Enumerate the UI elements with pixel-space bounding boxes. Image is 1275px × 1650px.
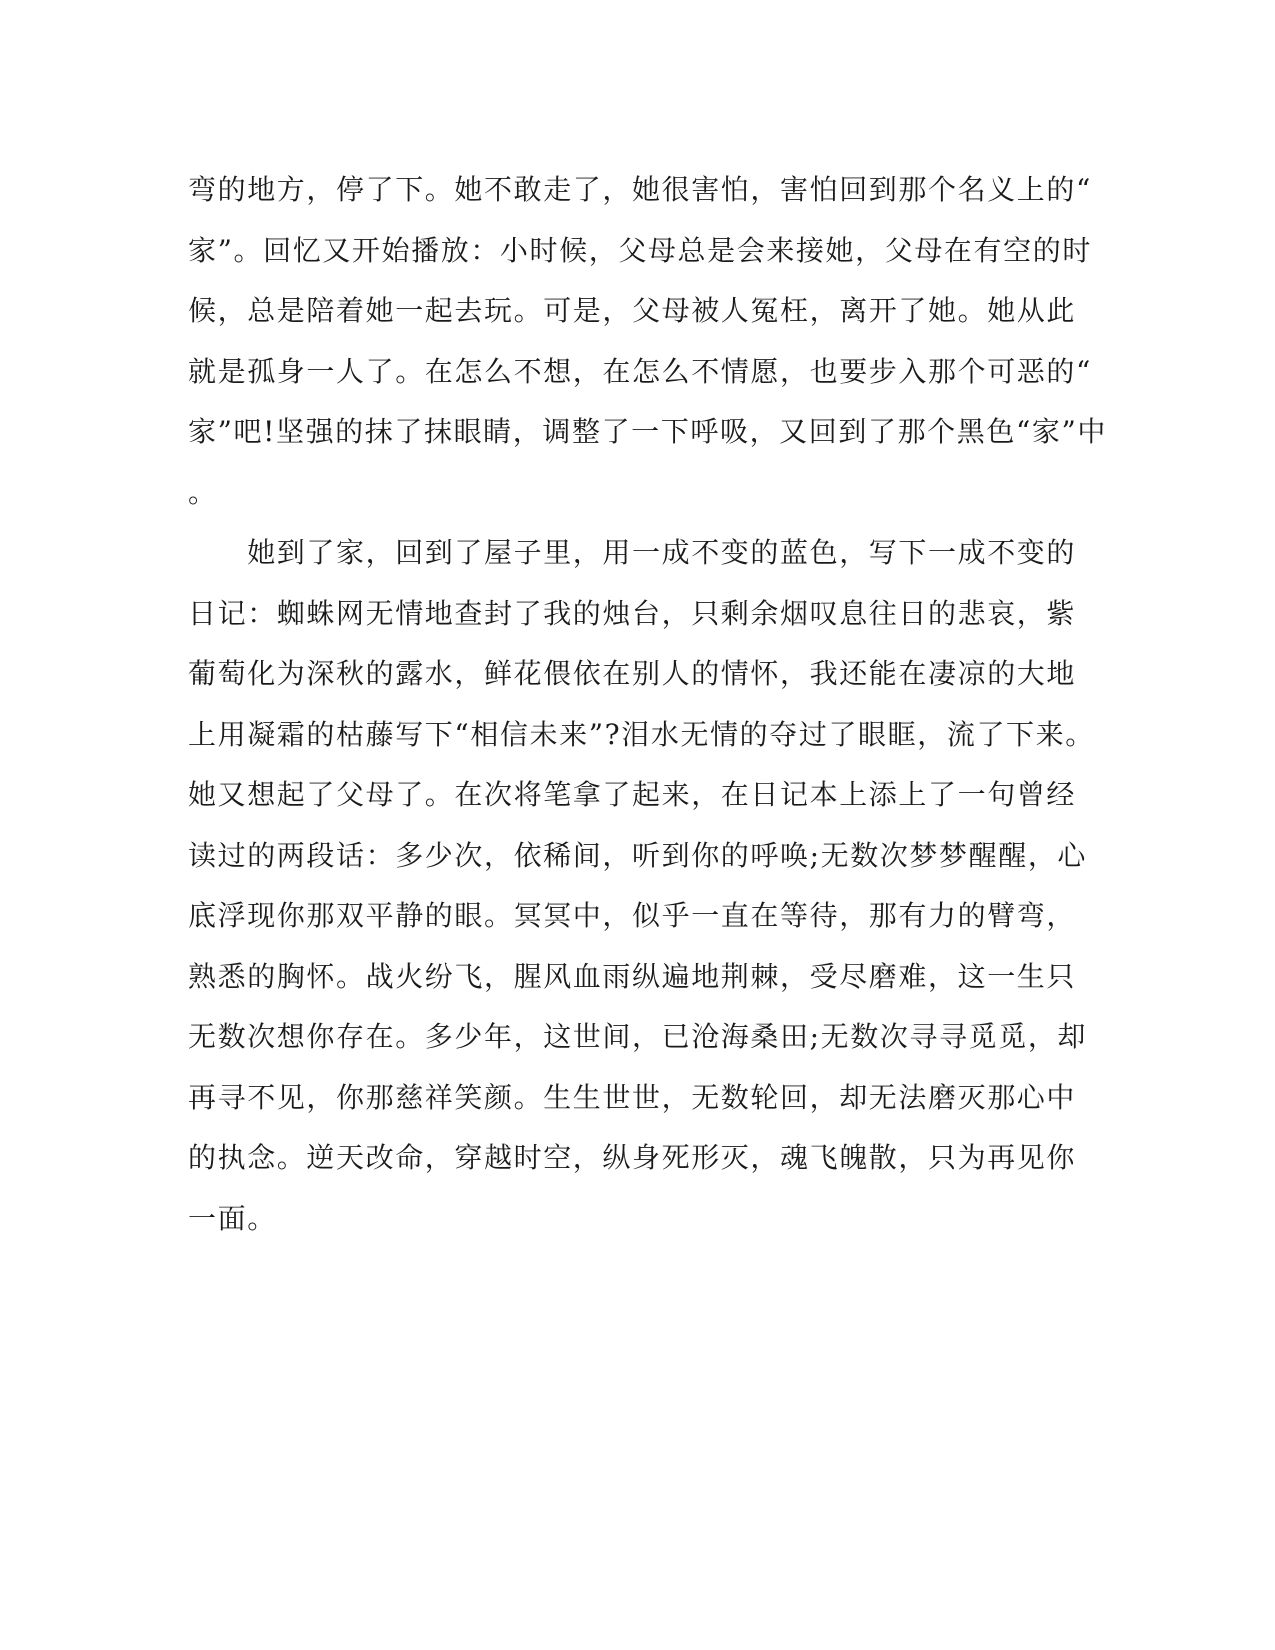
- text-line: 上用凝霜的枯藤写下“相信未来”?泪水无情的夺过了眼眶，流了下来。: [188, 717, 1095, 751]
- text-line: 读过的两段话：多少次，依稀间，听到你的呼唤;无数次梦梦醒醒，心: [188, 838, 1088, 872]
- text-line: 无数次想你存在。多少年，这世间，已沧海桑田;无数次寻寻觅觅，却: [188, 1020, 1088, 1053]
- text-line: 家”。回忆又开始播放：小时候，父母总是会来接她，父母在有空的时: [188, 233, 1092, 267]
- text-line: 熟悉的胸怀。战火纷飞，腥风血雨纵遍地荆棘，受尽磨难，这一生只: [188, 959, 1077, 993]
- text-line: 的执念。逆天改命，穿越时空，纵身死形灭，魂飞魄散，只为再见你: [188, 1141, 1077, 1174]
- text-line: 日记：蜘蛛网无情地查封了我的烛台，只剩余烟叹息往日的悲哀，紫: [188, 596, 1077, 630]
- text-line: 候，总是陪着她一起去玩。可是，父母被人冤枉，离开了她。她从此: [188, 294, 1077, 327]
- text-line: 再寻不见，你那慈祥笑颜。生生世世，无数轮回，却无法磨灭那心中: [188, 1080, 1077, 1114]
- body-text: [188, 160, 1107, 1249]
- text-line: 弯的地方，停了下。她不敢走了，她很害怕，害怕回到那个名义上的“: [188, 173, 1092, 206]
- text-line: 她到了家，回到了屋子里，用一成不变的蓝色，写下一成不变的: [188, 536, 1077, 569]
- text-line: 一面。: [188, 1201, 277, 1235]
- text-line: 就是孤身一人了。在怎么不想，在怎么不情愿，也要步入那个可恶的“: [188, 354, 1092, 388]
- text-line: 底浮现你那双平静的眼。冥冥中，似乎一直在等待，那有力的臂弯，: [188, 899, 1077, 932]
- text-line: 葡萄化为深秋的露水，鲜花偎依在别人的情怀，我还能在凄凉的大地: [188, 657, 1077, 690]
- text-line: 她又想起了父母了。在次将笔拿了起来，在日记本上添上了一句曾经: [188, 778, 1077, 811]
- text-line: 。: [188, 475, 218, 509]
- text-line: 家”吧!坚强的抹了抹眼睛，调整了一下呼吸，又回到了那个黑色“家”中: [188, 415, 1107, 448]
